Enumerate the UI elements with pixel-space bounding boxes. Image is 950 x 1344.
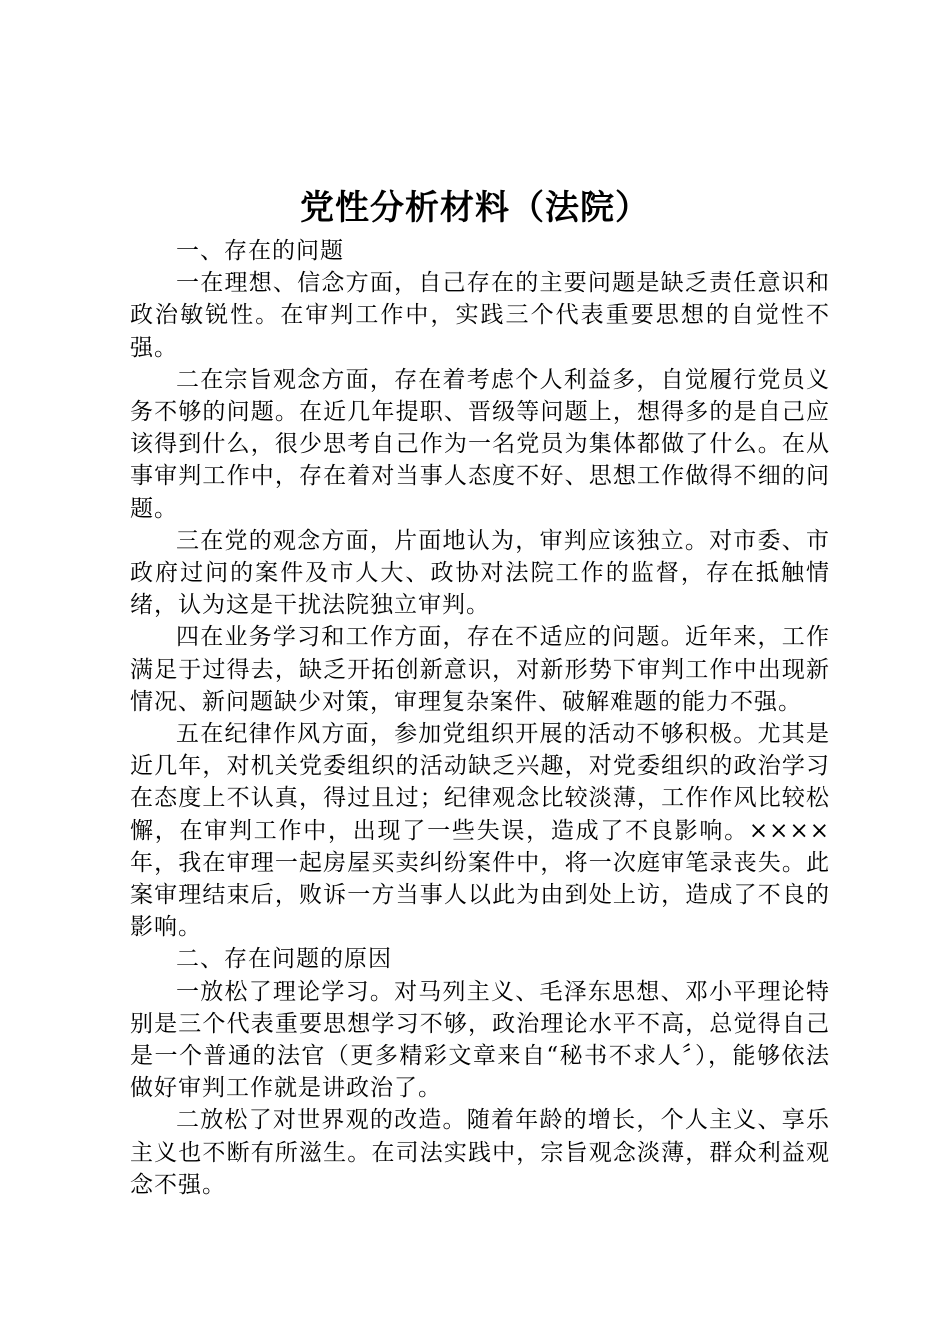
section-heading: 二、存在问题的原因 [176,946,392,973]
body-paragraph: 一在理想、信念方面，自己存在的主要问题是缺乏责任意识和政治敏锐性。在审判工作中，实践三个代表重要思想的自觉性不强。 [130,270,830,361]
document-body [130,235,830,1201]
section-heading: 一、存在的问题 [176,238,344,264]
body-paragraph: 二放松了对世界观的改造。随着年龄的增长，个人主义、享乐主义也不断有所滋生。在司法实践中，宗旨观念淡薄，群众利益观念不强。 [130,1107,830,1198]
body-paragraph: 五在纪律作风方面，参加党组织开展的活动不够积极。尤其是近几年，对机关党委组织的活动缺乏兴趣，对党委组织的政治学习在态度上不认真，得过且过；纪律观念比较淡薄，工作作风比较松懈，在审判工作中，出现了一些失误，造成了不良影响。××××年，我在审理一起房屋买卖纠纷案件中，将一次庭审笔录丧失。此案审理结束后，败诉一方当事人以此为由到处上访，造成了不良的影响。 [130,721,830,941]
body-paragraph: 二在宗旨观念方面，存在着考虑个人利益多，自觉履行党员义务不够的问题。在近几年提职、晋级等问题上，想得多的是自己应该得到什么，很少思考自己作为一名党员为集体都做了什么。在从事审判工作中，存在着对当事人态度不好、思想工作做得不细的问题。 [130,366,830,522]
body-paragraph: 三在党的观念方面，片面地认为，审判应该独立。对市委、市政府过问的案件及市人大、政协对法院工作的监督，存在抵触情绪，认为这是干扰法院独立审判。 [130,527,830,619]
body-paragraph: 一放松了理论学习。对马列主义、毛泽东思想、邓小平理论特别是三个代表重要思想学习不够，政治理论水平不高，总觉得自己是一个普通的法官（更多精彩文章来自“秘书不求人〞），能够依法做好审判工作就是讲政治了。 [130,978,830,1102]
body-paragraph: 四在业务学习和工作方面，存在不适应的问题。近年来，工作满足于过得去，缺乏开拓创新意识，对新形势下审判工作中出现新情况、新问题缺少对策，审理复杂案件、破解难题的能力不强。 [130,624,830,715]
document-title: 党性分析材料（法院） [300,188,650,228]
